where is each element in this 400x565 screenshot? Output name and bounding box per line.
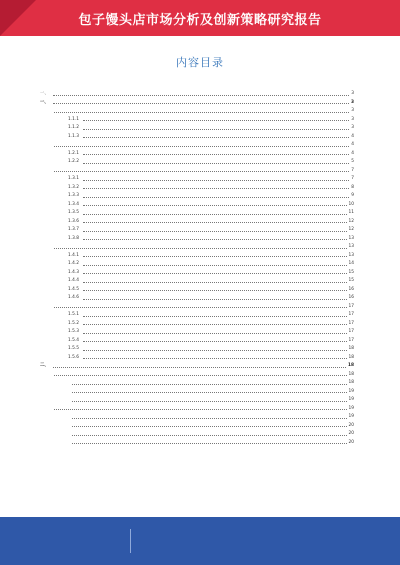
toc-page-number: 8 [351, 184, 354, 190]
toc-dot-leader [83, 290, 347, 291]
toc-page-number: 19 [348, 405, 354, 411]
toc-entry-number: 1.4.1 [68, 252, 79, 258]
toc-entry[interactable] [40, 165, 354, 174]
toc-entry[interactable] [40, 275, 354, 284]
toc-dot-leader [83, 120, 349, 121]
toc-entry[interactable] [40, 369, 354, 378]
toc-entry-number: 1.5.1 [68, 312, 79, 318]
toc-entry[interactable] [40, 360, 354, 369]
toc-dot-leader [83, 299, 347, 300]
toc-entry-number: 1.4.5 [68, 286, 79, 292]
toc-entry[interactable] [40, 377, 354, 386]
toc-dot-leader [83, 333, 347, 334]
toc-entry[interactable] [40, 224, 354, 233]
toc-page-number: 16 [348, 295, 354, 301]
toc-dot-leader [83, 239, 347, 240]
toc-dot-leader [54, 112, 349, 113]
toc-page-number: 15 [348, 278, 354, 284]
toc-entry-number: 1.5.3 [68, 329, 79, 335]
toc-page-number: 13 [348, 244, 354, 250]
toc-entry-number: 1.1.1 [68, 116, 79, 122]
toc-entry[interactable] [40, 326, 354, 335]
toc-page-number: 19 [348, 414, 354, 420]
toc-entry[interactable] [40, 437, 354, 446]
toc-entry-number: 1.2.2 [68, 159, 79, 165]
toc-entry[interactable] [40, 97, 354, 106]
toc-entry-number: 二、 [40, 363, 49, 369]
toc-page-number: 17 [348, 303, 354, 309]
toc-entry-number: 1.2.1 [68, 150, 79, 156]
toc-dot-leader [83, 137, 349, 138]
toc-dot-leader [53, 367, 346, 368]
toc-dot-leader [83, 188, 349, 189]
toc-entry[interactable] [40, 267, 354, 276]
toc-dot-leader [54, 171, 349, 172]
toc-entry[interactable] [40, 216, 354, 225]
toc-entry-number: 1.3.1 [68, 176, 79, 182]
toc-entry[interactable] [40, 148, 354, 157]
toc-dot-leader [54, 409, 347, 410]
toc-page-number: 3 [351, 99, 354, 105]
toc-entry[interactable] [40, 250, 354, 259]
toc-page-number: 20 [348, 431, 354, 437]
toc-dot-leader [83, 358, 347, 359]
toc-entry[interactable] [40, 105, 354, 114]
toc-dot-leader [83, 154, 349, 155]
toc-page-number: 9 [351, 193, 354, 199]
toc-entry-number: 一、 [40, 91, 49, 97]
table-of-contents [40, 88, 354, 445]
toc-page-number: 14 [348, 261, 354, 267]
toc-dot-leader [72, 426, 347, 427]
toc-entry-number: 1.4.6 [68, 295, 79, 301]
toc-page-number: 20 [348, 439, 354, 445]
toc-page-number: 3 [351, 108, 354, 114]
toc-entry[interactable] [40, 403, 354, 412]
toc-dot-leader [83, 163, 349, 164]
toc-dot-leader [54, 248, 347, 249]
toc-entry-number: 1.5.4 [68, 337, 79, 343]
report-title: 包子馒头店市场分析及创新策略研究报告 [78, 13, 322, 28]
toc-entry-number: 1.4.3 [68, 269, 79, 275]
toc-page-number: 7 [351, 167, 354, 173]
toc-page-number: 4 [351, 133, 354, 139]
toc-dot-leader [83, 205, 347, 206]
toc-entry[interactable] [40, 131, 354, 140]
toc-page-number: 19 [348, 397, 354, 403]
toc-dot-leader [72, 435, 347, 436]
toc-dot-leader [53, 103, 349, 104]
toc-page-number: 17 [348, 312, 354, 318]
toc-dot-leader [83, 282, 347, 283]
toc-dot-leader [83, 273, 347, 274]
toc-entry-number: 1.3.2 [68, 184, 79, 190]
toc-entry[interactable] [40, 88, 354, 97]
toc-page-number: 18 [348, 354, 354, 360]
toc-entry-number: 1.3.3 [68, 193, 79, 199]
toc-page-number: 11 [348, 210, 354, 216]
toc-page-number: 20 [348, 422, 354, 428]
toc-entry[interactable] [40, 301, 354, 310]
toc-entry[interactable] [40, 182, 354, 191]
toc-page-number: 4 [351, 142, 354, 148]
toc-entry[interactable] [40, 428, 354, 437]
toc-entry-number: 1.3.7 [68, 227, 79, 233]
toc-dot-leader [83, 350, 347, 351]
toc-page-number: 12 [348, 227, 354, 233]
toc-page-number: 3 [351, 116, 354, 122]
toc-entry[interactable] [40, 309, 354, 318]
toc-entry-number: 1.1.2 [68, 125, 79, 131]
toc-entry[interactable] [40, 386, 354, 395]
toc-entry[interactable] [40, 292, 354, 301]
toc-entry[interactable] [40, 139, 354, 148]
toc-dot-leader [83, 222, 347, 223]
toc-page-number: 13 [348, 235, 354, 241]
toc-dot-leader [54, 146, 349, 147]
toc-entry[interactable] [40, 420, 354, 429]
toc-entry[interactable] [40, 122, 354, 131]
toc-entry[interactable] [40, 241, 354, 250]
toc-page-number: 17 [348, 329, 354, 335]
toc-page-number: 3 [351, 91, 354, 97]
toc-dot-leader [83, 256, 347, 257]
toc-dot-leader [83, 316, 347, 317]
toc-entry[interactable] [40, 335, 354, 344]
toc-heading: 内容目录 [176, 56, 224, 69]
toc-entry-number: 1.3.8 [68, 235, 79, 241]
toc-entry-number: 1.3.6 [68, 218, 79, 224]
toc-entry[interactable] [40, 394, 354, 403]
toc-dot-leader [72, 443, 347, 444]
toc-page-number: 7 [351, 176, 354, 182]
toc-entry[interactable] [40, 258, 354, 267]
toc-page-number: 12 [348, 218, 354, 224]
toc-page-number: 4 [351, 150, 354, 156]
toc-page-number: 10 [348, 201, 354, 207]
toc-entry[interactable] [40, 233, 354, 242]
toc-dot-leader [72, 418, 347, 419]
toc-dot-leader [83, 231, 347, 232]
toc-dot-leader [72, 392, 347, 393]
toc-entry-number: 1.3.5 [68, 210, 79, 216]
toc-entry[interactable] [40, 173, 354, 182]
toc-page-number: 3 [351, 125, 354, 131]
toc-page-number: 18 [348, 363, 354, 369]
toc-page-number: 5 [351, 159, 354, 165]
toc-page-number: 17 [348, 320, 354, 326]
toc-page-number: 18 [348, 346, 354, 352]
toc-entry-number: 1.5.6 [68, 354, 79, 360]
toc-entry[interactable] [40, 207, 354, 216]
toc-entry-number: 1.4.4 [68, 278, 79, 284]
footer-divider [130, 529, 131, 553]
toc-entry[interactable] [40, 114, 354, 123]
toc-page-number: 17 [348, 337, 354, 343]
toc-dot-leader [72, 384, 347, 385]
toc-dot-leader [54, 375, 347, 376]
toc-entry-number: 1.5.2 [68, 320, 79, 326]
toc-entry[interactable] [40, 190, 354, 199]
toc-entry[interactable] [40, 411, 354, 420]
toc-dot-leader [83, 129, 349, 130]
header-banner [0, 0, 400, 36]
toc-entry[interactable] [40, 199, 354, 208]
toc-entry-number: 1.1.3 [68, 133, 79, 139]
toc-dot-leader [83, 180, 349, 181]
toc-entry[interactable] [40, 318, 354, 327]
toc-dot-leader [83, 324, 347, 325]
toc-entry[interactable] [40, 343, 354, 352]
toc-entry[interactable] [40, 352, 354, 361]
toc-entry-number: 1.3.4 [68, 201, 79, 207]
toc-page-number: 18 [348, 380, 354, 386]
toc-entry[interactable] [40, 156, 354, 165]
footer-banner [0, 517, 400, 565]
toc-dot-leader [83, 214, 347, 215]
toc-page-number: 15 [348, 269, 354, 275]
toc-dot-leader [54, 307, 347, 308]
toc-dot-leader [83, 265, 347, 266]
toc-dot-leader [53, 95, 350, 96]
toc-dot-leader [83, 197, 349, 198]
toc-entry[interactable] [40, 284, 354, 293]
toc-dot-leader [72, 401, 347, 402]
toc-page-number: 19 [348, 388, 354, 394]
toc-entry-number: 1.4.2 [68, 261, 79, 267]
toc-page-number: 16 [348, 286, 354, 292]
toc-dot-leader [83, 341, 347, 342]
toc-page-number: 18 [348, 371, 354, 377]
toc-entry-number: 1.5.5 [68, 346, 79, 352]
toc-entry-number: 一、 [40, 99, 49, 105]
toc-page-number: 13 [348, 252, 354, 258]
